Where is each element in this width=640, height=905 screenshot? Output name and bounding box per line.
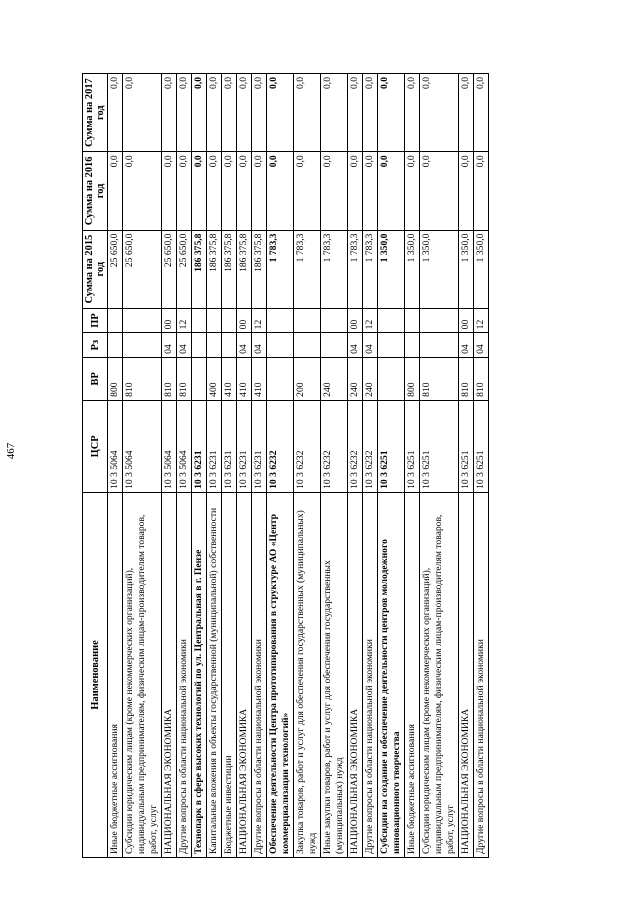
row-sum-2015: 25 650,0 [177, 230, 192, 308]
row-sum-2016: 0,0 [420, 152, 459, 230]
row-csr: 10 3 6231 [192, 400, 207, 492]
row-vr: 810 [177, 357, 192, 400]
row-pr: 00 [162, 308, 177, 333]
row-pr: 12 [177, 308, 192, 333]
row-pr: 12 [252, 308, 267, 333]
row-csr: 10 3 6232 [348, 400, 363, 492]
row-sum-2016: 0,0 [378, 152, 405, 230]
row-rz [222, 333, 237, 358]
row-pr [294, 308, 321, 333]
row-rz: 04 [252, 333, 267, 358]
row-csr: 10 3 6251 [420, 400, 459, 492]
table-row [420, 74, 459, 858]
row-sum-2017: 0,0 [252, 74, 267, 152]
row-vr: 800 [108, 357, 123, 400]
row-sum-2017: 0,0 [474, 74, 489, 152]
table-header-row [83, 74, 108, 858]
table-row [321, 74, 348, 858]
row-csr: 10 3 5064 [108, 400, 123, 492]
row-name: Другие вопросы в области национальной экономики [474, 492, 489, 857]
row-sum-2015: 1 350,0 [378, 230, 405, 308]
row-sum-2017: 0,0 [123, 74, 162, 152]
row-vr: 410 [222, 357, 237, 400]
row-name: НАЦИОНАЛЬНАЯ ЭКОНОМИКА [348, 492, 363, 857]
table-row [162, 74, 177, 858]
row-rz [321, 333, 348, 358]
row-csr: 10 3 6231 [237, 400, 252, 492]
row-vr: 800 [405, 357, 420, 400]
header-rz: Рз [83, 333, 108, 358]
row-name: Бюджетные инвестиции [222, 492, 237, 857]
row-name: Иные бюджетные ассигнования [405, 492, 420, 857]
table-row [108, 74, 123, 858]
row-name: Субсидии на создание и обеспечение деятельности центров молодежного инновационного творчества [378, 492, 405, 857]
table-row [237, 74, 252, 858]
row-sum-2017: 0,0 [108, 74, 123, 152]
row-sum-2015: 1 783,3 [267, 230, 294, 308]
row-csr: 10 3 6232 [321, 400, 348, 492]
table-body [108, 74, 489, 858]
row-csr: 10 3 6251 [474, 400, 489, 492]
row-sum-2017: 0,0 [459, 74, 474, 152]
row-name: Капитальные вложения в объекты государственной (муниципальной) собственности [207, 492, 222, 857]
row-pr: 00 [459, 308, 474, 333]
row-name: НАЦИОНАЛЬНАЯ ЭКОНОМИКА [237, 492, 252, 857]
row-sum-2016: 0,0 [363, 152, 378, 230]
row-rz [294, 333, 321, 358]
header-csr: ЦСР [83, 400, 108, 492]
row-sum-2015: 1 350,0 [459, 230, 474, 308]
row-vr: 810 [459, 357, 474, 400]
budget-table [82, 73, 489, 858]
row-vr: 410 [252, 357, 267, 400]
row-sum-2016: 0,0 [474, 152, 489, 230]
row-sum-2015: 25 650,0 [123, 230, 162, 308]
row-rz [108, 333, 123, 358]
row-pr: 12 [474, 308, 489, 333]
row-sum-2015: 1 783,3 [348, 230, 363, 308]
row-sum-2016: 0,0 [108, 152, 123, 230]
table-row [363, 74, 378, 858]
row-rz: 04 [162, 333, 177, 358]
row-sum-2017: 0,0 [294, 74, 321, 152]
row-csr: 10 3 6232 [267, 400, 294, 492]
row-vr: 240 [363, 357, 378, 400]
table-row [267, 74, 294, 858]
row-name: НАЦИОНАЛЬНАЯ ЭКОНОМИКА [459, 492, 474, 857]
row-sum-2015: 1 350,0 [474, 230, 489, 308]
row-pr: 00 [348, 308, 363, 333]
row-rz: 04 [474, 333, 489, 358]
row-name: Другие вопросы в области национальной экономики [252, 492, 267, 857]
table-row [474, 74, 489, 858]
row-sum-2017: 0,0 [420, 74, 459, 152]
table-row [378, 74, 405, 858]
table-row [405, 74, 420, 858]
row-rz: 04 [348, 333, 363, 358]
row-rz [192, 333, 207, 358]
row-csr: 10 3 6232 [294, 400, 321, 492]
row-vr [192, 357, 207, 400]
row-vr [267, 357, 294, 400]
row-rz: 04 [177, 333, 192, 358]
row-pr [108, 308, 123, 333]
row-sum-2016: 0,0 [294, 152, 321, 230]
row-sum-2017: 0,0 [237, 74, 252, 152]
row-vr: 410 [237, 357, 252, 400]
row-rz [207, 333, 222, 358]
table-row [207, 74, 222, 858]
row-pr [321, 308, 348, 333]
row-rz: 04 [237, 333, 252, 358]
row-sum-2016: 0,0 [405, 152, 420, 230]
table-row [192, 74, 207, 858]
row-sum-2016: 0,0 [207, 152, 222, 230]
row-sum-2016: 0,0 [321, 152, 348, 230]
row-sum-2015: 1 783,3 [294, 230, 321, 308]
row-pr [267, 308, 294, 333]
row-pr [123, 308, 162, 333]
row-name: Другие вопросы в области национальной экономики [363, 492, 378, 857]
row-sum-2016: 0,0 [222, 152, 237, 230]
row-sum-2016: 0,0 [252, 152, 267, 230]
row-vr: 810 [123, 357, 162, 400]
row-sum-2017: 0,0 [192, 74, 207, 152]
row-sum-2017: 0,0 [405, 74, 420, 152]
table-row [348, 74, 363, 858]
row-name: Субсидии юридическим лицам (кроме некоммерческих организаций), индивидуальным предпринимателям, физическим лицам-производителям товаров, работ, услуг [123, 492, 162, 857]
row-sum-2015: 25 650,0 [108, 230, 123, 308]
row-csr: 10 3 5064 [177, 400, 192, 492]
row-sum-2016: 0,0 [348, 152, 363, 230]
row-csr: 10 3 6231 [252, 400, 267, 492]
row-name: Иные бюджетные ассигнования [108, 492, 123, 857]
row-sum-2015: 1 350,0 [405, 230, 420, 308]
row-name: Закупка товаров, работ и услуг для обеспечения государственных (муниципальных) нужд [294, 492, 321, 857]
row-pr [207, 308, 222, 333]
row-name: Субсидии юридическим лицам (кроме некоммерческих организаций), индивидуальным предпринимателям, физическим лицам-производителям товаров, работ, услуг [420, 492, 459, 857]
row-sum-2017: 0,0 [207, 74, 222, 152]
row-pr [192, 308, 207, 333]
row-sum-2016: 0,0 [162, 152, 177, 230]
table-row [177, 74, 192, 858]
table-row [252, 74, 267, 858]
row-sum-2015: 186 375,8 [192, 230, 207, 308]
row-sum-2017: 0,0 [177, 74, 192, 152]
row-sum-2015: 25 650,0 [162, 230, 177, 308]
row-vr: 810 [474, 357, 489, 400]
row-pr [420, 308, 459, 333]
row-vr: 240 [321, 357, 348, 400]
row-sum-2016: 0,0 [192, 152, 207, 230]
row-sum-2017: 0,0 [363, 74, 378, 152]
header-sum-2016: Сумма на 2016 год [83, 152, 108, 230]
row-name: Обеспечение деятельности Центра прототипирования в структуре АО «Центр коммерциализации технологий» [267, 492, 294, 857]
row-vr [378, 357, 405, 400]
row-sum-2015: 186 375,8 [222, 230, 237, 308]
row-pr [378, 308, 405, 333]
row-csr: 10 3 5064 [123, 400, 162, 492]
header-sum-2015: Сумма на 2015 год [83, 230, 108, 308]
row-rz [123, 333, 162, 358]
row-vr: 240 [348, 357, 363, 400]
row-csr: 10 3 6231 [207, 400, 222, 492]
row-rz: 04 [459, 333, 474, 358]
page-number: 467 [5, 442, 17, 460]
header-name: Наименование [83, 492, 108, 857]
row-csr: 10 3 6251 [378, 400, 405, 492]
header-vr: ВР [83, 357, 108, 400]
row-csr: 10 3 6251 [405, 400, 420, 492]
row-vr: 810 [420, 357, 459, 400]
row-pr [222, 308, 237, 333]
table-row [294, 74, 321, 858]
row-sum-2016: 0,0 [459, 152, 474, 230]
row-rz [267, 333, 294, 358]
row-sum-2015: 1 783,3 [363, 230, 378, 308]
row-name: Другие вопросы в области национальной экономики [177, 492, 192, 857]
row-sum-2016: 0,0 [123, 152, 162, 230]
row-csr: 10 3 6251 [459, 400, 474, 492]
rotated-table-container [82, 73, 548, 858]
row-sum-2015: 186 375,8 [207, 230, 222, 308]
row-name: Технопарк в сфере высоких технологий по ул. Центральная в г. Пензе [192, 492, 207, 857]
row-rz: 04 [363, 333, 378, 358]
row-sum-2016: 0,0 [267, 152, 294, 230]
row-sum-2015: 1 783,3 [321, 230, 348, 308]
header-pr: ПР [83, 308, 108, 333]
row-sum-2017: 0,0 [267, 74, 294, 152]
row-vr: 810 [162, 357, 177, 400]
table-row [222, 74, 237, 858]
row-name: НАЦИОНАЛЬНАЯ ЭКОНОМИКА [162, 492, 177, 857]
row-csr: 10 3 6231 [222, 400, 237, 492]
row-sum-2016: 0,0 [177, 152, 192, 230]
table-row [459, 74, 474, 858]
row-csr: 10 3 6232 [363, 400, 378, 492]
row-pr [405, 308, 420, 333]
row-name: Иные закупки товаров, работ и услуг для обеспечения государственных (муниципальных) нужд [321, 492, 348, 857]
row-sum-2017: 0,0 [162, 74, 177, 152]
row-pr: 00 [237, 308, 252, 333]
row-sum-2017: 0,0 [321, 74, 348, 152]
row-sum-2015: 1 350,0 [420, 230, 459, 308]
row-sum-2016: 0,0 [237, 152, 252, 230]
row-vr: 200 [294, 357, 321, 400]
row-vr: 400 [207, 357, 222, 400]
row-csr: 10 3 5064 [162, 400, 177, 492]
row-rz [420, 333, 459, 358]
row-rz [378, 333, 405, 358]
row-sum-2015: 186 375,8 [252, 230, 267, 308]
header-sum-2017: Сумма на 2017 год [83, 74, 108, 152]
row-rz [405, 333, 420, 358]
table-row [123, 74, 162, 858]
row-sum-2017: 0,0 [348, 74, 363, 152]
row-sum-2017: 0,0 [222, 74, 237, 152]
row-pr: 12 [363, 308, 378, 333]
row-sum-2015: 186 375,8 [237, 230, 252, 308]
row-sum-2017: 0,0 [378, 74, 405, 152]
